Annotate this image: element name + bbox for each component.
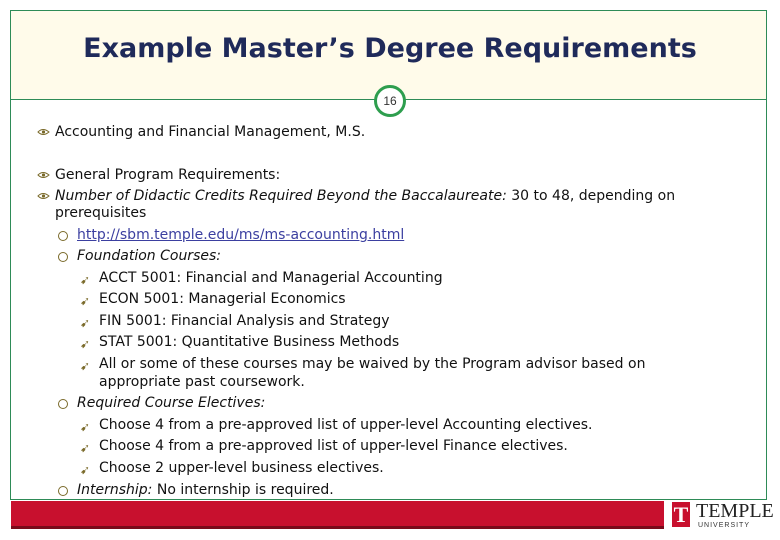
arrow-bullet-icon: ➹ (80, 359, 91, 373)
arrow-bullet-icon: ➹ (80, 420, 91, 434)
page-number-badge: 16 (374, 85, 406, 117)
list-item (80, 312, 390, 330)
circle-bullet-icon (58, 399, 68, 409)
bullet-icon (37, 191, 50, 201)
list-item (80, 355, 646, 373)
elective-item: Choose 4 from a pre-approved list of upper-level Finance electives. (99, 438, 568, 454)
temple-logo (672, 502, 772, 532)
waive-note: All or some of these courses may be waived by the Program advisor based on (99, 356, 646, 372)
waive-note-continued: appropriate past coursework. (99, 374, 305, 390)
footer-bar-shadow (11, 526, 664, 529)
course-item: ECON 5001: Managerial Economics (99, 291, 346, 307)
list-item (55, 123, 365, 141)
elective-item: Choose 4 from a pre-approved list of upper-level Accounting electives. (99, 417, 593, 433)
course-item: STAT 5001: Quantitative Business Methods (99, 334, 400, 350)
list-item (80, 459, 384, 477)
elective-item: Choose 2 upper-level business electives. (99, 460, 384, 476)
bullet-icon (37, 170, 50, 180)
circle-bullet-icon (58, 252, 68, 262)
credits-label: Number of Didactic Credits Required Beyond the Baccalaureate: (55, 188, 507, 204)
list-item (80, 437, 568, 455)
list-item (80, 333, 400, 351)
logo-wordmark: TEMPLE (696, 500, 774, 522)
credits-continued: prerequisites (55, 205, 147, 221)
bullet-icon (37, 127, 50, 137)
list-item (55, 166, 280, 184)
list-item (77, 247, 221, 265)
logo-subtitle: UNIVERSITY (698, 522, 751, 529)
arrow-bullet-icon: ➹ (80, 463, 91, 477)
circle-bullet-icon (58, 486, 68, 496)
arrow-bullet-icon: ➹ (80, 441, 91, 455)
list-item (80, 416, 593, 434)
internship-value: No internship is required. (152, 482, 334, 498)
electives-label: Required Course Electives: (77, 395, 266, 411)
list-item (80, 290, 346, 308)
list-item (77, 481, 334, 499)
foundation-courses-label: Foundation Courses: (77, 248, 221, 264)
internship-label: Internship: (77, 482, 153, 498)
slide-title: Example Master’s Degree Requirements (83, 33, 697, 64)
list-item (77, 394, 265, 412)
list-item (80, 269, 443, 287)
circle-bullet-icon (58, 231, 68, 241)
general-requirements-heading: General Program Requirements: (55, 167, 281, 183)
footer-bar (11, 501, 664, 526)
arrow-bullet-icon: ➹ (80, 337, 91, 351)
list-item (77, 226, 404, 244)
program-name: Accounting and Financial Management, M.S. (55, 124, 366, 140)
course-item: ACCT 5001: Financial and Managerial Accounting (99, 270, 443, 286)
program-url-link[interactable]: http://sbm.temple.edu/ms/ms-accounting.html (77, 227, 405, 243)
list-item (55, 187, 675, 205)
course-item: FIN 5001: Financial Analysis and Strategy (99, 313, 390, 329)
temple-t-icon: T (673, 502, 689, 527)
credits-value: 30 to 48, depending on (506, 188, 676, 204)
arrow-bullet-icon: ➹ (80, 316, 91, 330)
arrow-bullet-icon: ➹ (80, 273, 91, 287)
arrow-bullet-icon: ➹ (80, 294, 91, 308)
